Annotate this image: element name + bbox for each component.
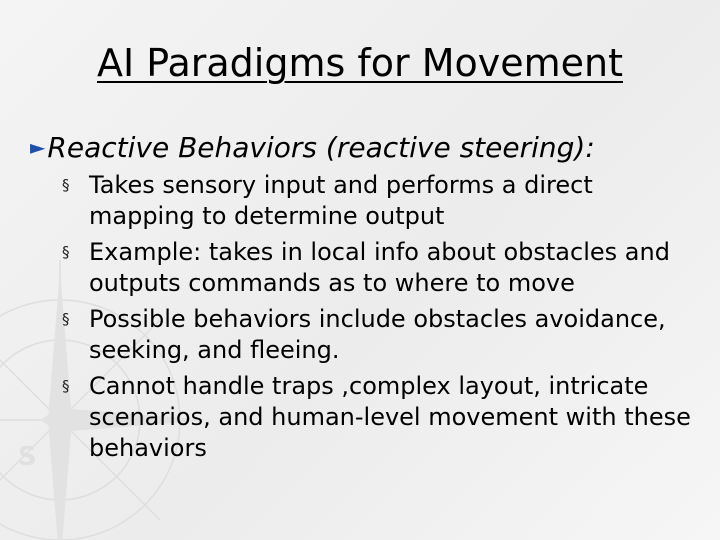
list-item xyxy=(62,237,702,299)
list-item-text: Possible behaviors include obstacles avoidance, seeking, and fleeing. xyxy=(89,305,666,364)
list-item xyxy=(62,371,702,464)
square-bullet-icon: § xyxy=(62,176,70,194)
square-bullet-icon: § xyxy=(62,377,70,395)
list-item xyxy=(62,170,702,232)
heading-text: Reactive Behaviors (reactive steering): xyxy=(47,131,595,164)
list-item-text: Takes sensory input and performs a direct mapping to determine output xyxy=(89,171,593,230)
square-bullet-icon: § xyxy=(62,243,70,261)
list-item-text: Example: takes in local info about obstacles and outputs commands as to where to move xyxy=(89,238,670,297)
square-bullet-icon: § xyxy=(62,310,70,328)
heading-bullet xyxy=(30,127,700,168)
list-item xyxy=(62,304,702,366)
slide-title: AI Paradigms for Movement xyxy=(97,41,623,85)
list-item-text: Cannot handle traps ,complex layout, intricate scenarios, and human-level movement with these behaviors xyxy=(89,372,691,462)
arrow-bullet-icon: ► xyxy=(30,135,46,159)
svg-text:S: S xyxy=(18,442,37,472)
bullet-list xyxy=(62,170,702,469)
